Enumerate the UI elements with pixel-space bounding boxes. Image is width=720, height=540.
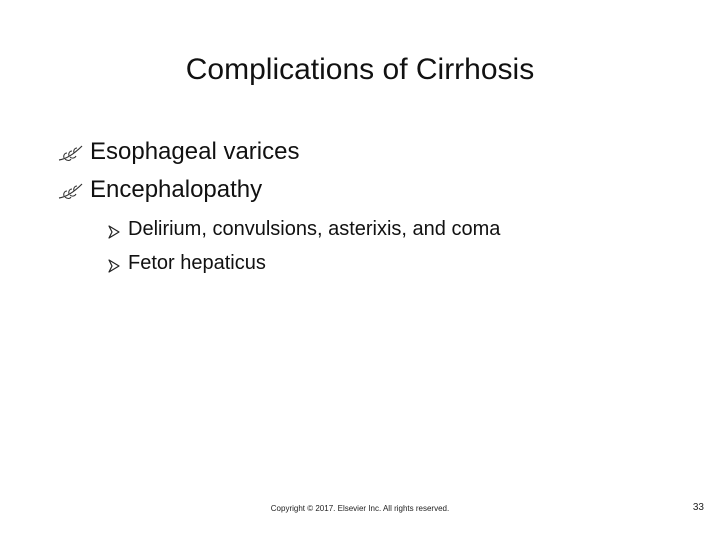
sub-bullet-item (108, 248, 266, 278)
bullet-text: Esophageal varices (90, 138, 300, 165)
fern-leaf-icon (58, 180, 84, 200)
sub-bullet-item (108, 214, 500, 244)
copyright-footer: Copyright © 2017. Elsevier Inc. All rights reserved. (270, 504, 450, 513)
sub-bullet-text: Delirium, convulsions, asterixis, and coma (128, 217, 501, 240)
arrowhead-icon (108, 256, 120, 270)
arrowhead-icon (108, 222, 120, 236)
bullet-item (58, 172, 262, 208)
sub-bullet-text: Fetor hepaticus (128, 251, 266, 274)
page-number: 33 (692, 502, 704, 513)
slide-title: Complications of Cirrhosis (185, 53, 535, 86)
bullet-item (58, 134, 299, 170)
bullet-text: Encephalopathy (90, 176, 263, 203)
fern-leaf-icon (58, 142, 84, 162)
